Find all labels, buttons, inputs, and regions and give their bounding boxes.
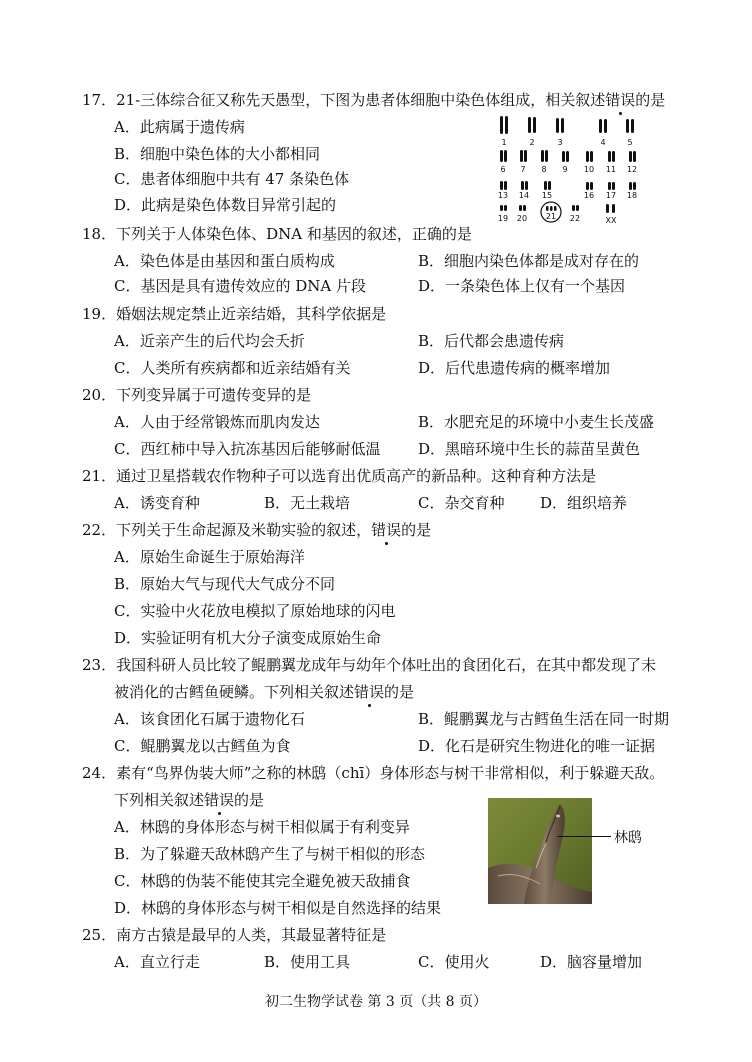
- option-20a[interactable]: A．人由于经常锻炼而肌肉发达: [114, 413, 320, 431]
- option-20c[interactable]: C．西红柿中导入抗冻基因后能够耐低温: [114, 440, 381, 458]
- label-leader-line: [557, 836, 611, 837]
- svg-text:19: 19: [497, 214, 509, 223]
- option-23c[interactable]: C．鲲鹏翼龙以古鳕鱼为食: [114, 737, 291, 755]
- svg-text:9: 9: [562, 165, 568, 174]
- option-25d[interactable]: D．脑容量增加: [540, 953, 643, 971]
- svg-text:8: 8: [541, 165, 547, 174]
- svg-text:15: 15: [541, 191, 553, 200]
- option-20b[interactable]: B．水肥充足的环境中小麦生长茂盛: [418, 413, 655, 431]
- svg-text:20: 20: [516, 214, 528, 223]
- question-23-stem: 23．我国科研人员比较了鲲鹏翼龙成年与幼年个体吐出的食团化石，在其中都发现了未: [82, 656, 657, 674]
- option-17c[interactable]: C．患者体细胞中共有 47 条染色体: [114, 170, 350, 188]
- option-19a[interactable]: A．近亲产生的后代均会夭折: [114, 332, 305, 350]
- svg-text:13: 13: [497, 191, 509, 200]
- question-23-stem-line2: 被消化的古鳕鱼硬鳞。下列相关叙述错误的是: [114, 683, 415, 701]
- option-17b[interactable]: B．细胞中染色体的大小都相同: [114, 145, 321, 163]
- option-25c[interactable]: C．使用火: [418, 953, 490, 971]
- svg-text:7: 7: [520, 165, 526, 174]
- option-19b[interactable]: B．后代都会患遗传病: [418, 332, 565, 350]
- option-19d[interactable]: D．后代患遗传病的概率增加: [418, 359, 611, 377]
- svg-text:21: 21: [545, 212, 557, 221]
- question-25-stem: 25．南方古猿是最早的人类，其最显著特征是: [82, 926, 387, 944]
- potoo-label: 林鸱: [614, 830, 642, 846]
- option-18d[interactable]: D．一条染色体上仅有一个基因: [418, 277, 626, 295]
- svg-text:22: 22: [569, 214, 581, 223]
- option-25a[interactable]: A．直立行走: [114, 953, 200, 971]
- emphasis-word: 错误: [354, 683, 385, 701]
- question-24-stem: 24．素有“鸟界伪装大师”之称的林鸱（chī）身体形态与树干非常相似，利于躲避天敌。: [82, 764, 665, 782]
- question-22-stem: 22．下列关于生命起源及米勒实验的叙述，错误的是: [82, 521, 432, 539]
- option-18b[interactable]: B．细胞内染色体都是成对存在的: [418, 252, 640, 270]
- question-21-stem: 21．通过卫星搭载农作物种子可以选育出优质高产的新品种。这种育种方法是: [82, 467, 597, 485]
- option-22d[interactable]: D．实验证明有机大分子演变成原始生命: [114, 629, 382, 647]
- option-23a[interactable]: A．该食团化石属于遗物化石: [114, 710, 305, 728]
- option-24b[interactable]: B．为了躲避天敌林鸱产生了与树干相似的形态: [114, 845, 426, 863]
- option-18c[interactable]: C．基因是具有遗传效应的 DNA 片段: [114, 277, 366, 295]
- emphasis-word: 错误: [204, 791, 235, 809]
- karyotype-figure: [492, 112, 652, 230]
- svg-text:16: 16: [583, 191, 595, 200]
- option-23b[interactable]: B．鲲鹏翼龙与古鳕鱼生活在同一时期: [418, 710, 670, 728]
- option-22c[interactable]: C．实验中火花放电模拟了原始地球的闪电: [114, 602, 396, 620]
- option-23d[interactable]: D．化石是研究生物进化的唯一证据: [418, 737, 656, 755]
- question-24-stem-line2: 下列相关叙述错误的是: [114, 791, 265, 809]
- svg-text:1: 1: [501, 138, 507, 147]
- option-21b[interactable]: B．无土栽培: [264, 494, 351, 512]
- option-24a[interactable]: A．林鸱的身体形态与树干相似属于有利变异: [114, 818, 410, 836]
- emphasis-word: 错误: [605, 91, 636, 109]
- potoo-photo: [488, 798, 592, 904]
- option-21d[interactable]: D．组织培养: [540, 494, 628, 512]
- question-19-stem: 19．婚姻法规定禁止近亲结婚，其科学依据是: [82, 305, 387, 323]
- svg-text:18: 18: [626, 191, 638, 200]
- page-footer: 初二生物学试卷 第 3 页（共 8 页）: [264, 994, 488, 1010]
- svg-text:5: 5: [627, 138, 633, 147]
- svg-text:17: 17: [605, 191, 617, 200]
- option-25b[interactable]: B．使用工具: [264, 953, 351, 971]
- svg-text:6: 6: [500, 165, 506, 174]
- question-20-stem: 20．下列变异属于可遗传变异的是: [82, 386, 312, 404]
- question-17-stem: 17．21-三体综合征又称先天愚型，下图为患者体细胞中染色体组成，相关叙述错误的是: [82, 91, 666, 109]
- option-22a[interactable]: A．原始生命诞生于原始海洋: [114, 548, 305, 566]
- option-21c[interactable]: C．杂交育种: [418, 494, 505, 512]
- option-17a[interactable]: A．此病属于遗传病: [114, 118, 245, 136]
- svg-text:3: 3: [557, 138, 563, 147]
- option-20d[interactable]: D．黑暗环境中生长的蒜苗呈黄色: [418, 440, 641, 458]
- emphasis-word: 错误: [371, 521, 402, 539]
- question-18-stem: 18．下列关于人体染色体、DNA 和基因的叙述，正确的是: [82, 225, 472, 243]
- svg-text:10: 10: [583, 165, 595, 174]
- option-21a[interactable]: A．诱变育种: [114, 494, 200, 512]
- svg-text:11: 11: [605, 165, 617, 174]
- option-22b[interactable]: B．原始大气与现代大气成分不同: [114, 575, 336, 593]
- option-19c[interactable]: C．人类所有疾病都和近亲结婚有关: [114, 359, 351, 377]
- option-24d[interactable]: D．林鸱的身体形态与树干相似是自然选择的结果: [114, 899, 442, 917]
- svg-text:14: 14: [518, 191, 530, 200]
- svg-text:12: 12: [626, 165, 638, 174]
- svg-text:2: 2: [529, 138, 535, 147]
- svg-text:4: 4: [600, 138, 606, 147]
- option-18a[interactable]: A．染色体是由基因和蛋白质构成: [114, 252, 335, 270]
- svg-text:XX: XX: [605, 216, 617, 225]
- option-24c[interactable]: C．林鸱的伪装不能使其完全避免被天敌捕食: [114, 872, 411, 890]
- option-17d[interactable]: D．此病是染色体数目异常引起的: [114, 196, 337, 214]
